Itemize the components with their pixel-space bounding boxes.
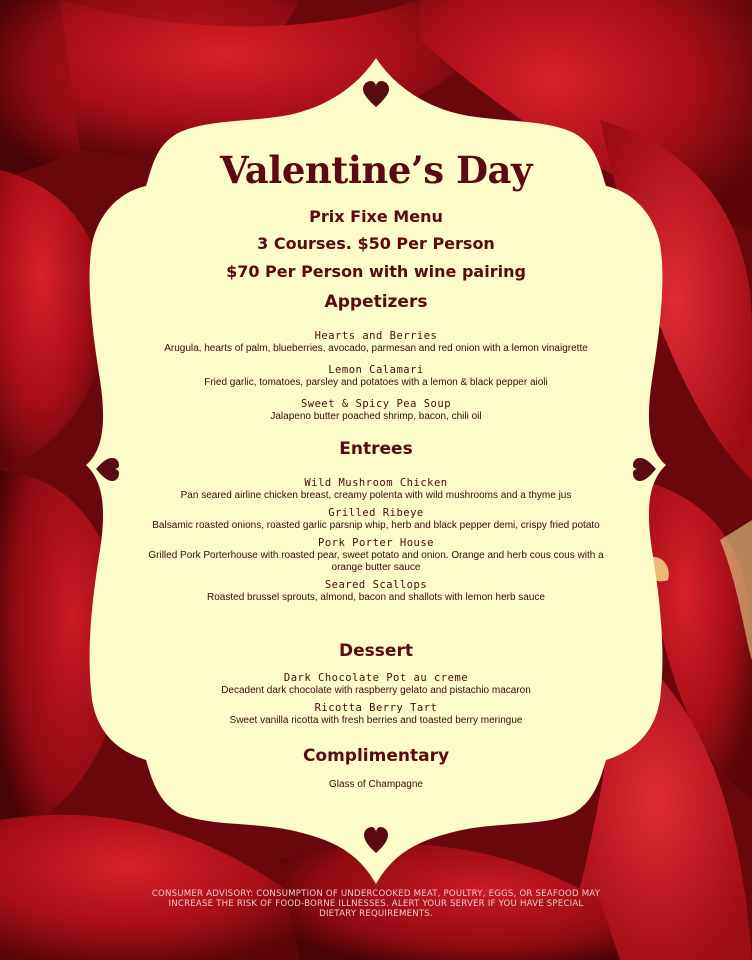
item-name: Pork Porter House bbox=[318, 537, 434, 549]
menu-title: Valentine’s Day bbox=[219, 148, 533, 192]
item-name: Dark Chocolate Pot au creme bbox=[283, 672, 469, 684]
item-name: Wild Mushroom Chicken bbox=[304, 477, 448, 489]
complimentary-item: Glass of Champagne bbox=[329, 779, 423, 790]
price-line: 3 Courses. $50 Per Person bbox=[257, 234, 495, 253]
item-name: Hearts and Berries bbox=[314, 330, 438, 342]
item-description: Grilled Pork Porterhouse with roasted pear, sweet potato and onion. Orange and herb cous cous with a orange butter sauce bbox=[148, 550, 604, 573]
item-name: Ricotta Berry Tart bbox=[314, 702, 438, 714]
item-description: Fried garlic, tomatoes, parsley and potatoes with a lemon & black pepper aioli bbox=[204, 377, 548, 388]
entrees-heading: Entrees bbox=[339, 439, 413, 459]
item-description: Decadent dark chocolate with raspberry gelato and pistachio macaron bbox=[221, 685, 531, 696]
menu-item bbox=[150, 507, 602, 532]
menu-item bbox=[150, 477, 602, 502]
item-name: Lemon Calamari bbox=[328, 364, 424, 376]
complimentary-heading: Complimentary bbox=[302, 746, 450, 766]
menu-item bbox=[150, 398, 602, 423]
menu-item bbox=[150, 330, 602, 355]
menu-item bbox=[150, 579, 602, 604]
item-name: Seared Scallops bbox=[324, 579, 428, 591]
item-description: Balsamic roasted onions, roasted garlic parsnip whip, herb and black pepper demi, crispy fried potato bbox=[152, 520, 600, 531]
item-name: Sweet & Spicy Pea Soup bbox=[300, 398, 452, 410]
prix-fixe-line: Prix Fixe Menu bbox=[309, 207, 443, 226]
menu-item bbox=[150, 364, 602, 389]
item-description: Roasted brussel sprouts, almond, bacon and shallots with lemon herb sauce bbox=[207, 592, 545, 603]
item-description: Pan seared airline chicken breast, creamy polenta with wild mushrooms and a thyme jus bbox=[180, 490, 572, 501]
item-description: Sweet vanilla ricotta with fresh berries and toasted berry meringue bbox=[229, 715, 523, 726]
consumer-advisory: CONSUMER ADVISORY: CONSUMPTION OF UNDERCOOKED MEAT, POULTRY, EGGS, OR SEAFOOD MAY INCREASE THE RISK OF FOOD-BORNE ILLNESSES. ALERT YOUR SERVER IF YOU HAVE SPECIAL DIETARY REQUIREMENTS. bbox=[151, 889, 601, 919]
wine-pairing-line: $70 Per Person with wine pairing bbox=[226, 262, 526, 281]
dessert-heading: Dessert bbox=[339, 641, 413, 661]
menu-item bbox=[150, 672, 602, 697]
menu-item bbox=[150, 702, 602, 727]
item-description: Arugula, hearts of palm, blueberries, avocado, parmesan and red onion with a lemon vinaigrette bbox=[164, 343, 588, 354]
appetizers-heading: Appetizers bbox=[324, 292, 428, 312]
menu-item bbox=[150, 537, 602, 574]
item-description: Jalapeno butter poached shrimp, bacon, chili oil bbox=[270, 411, 482, 422]
item-name: Grilled Ribeye bbox=[328, 507, 424, 519]
